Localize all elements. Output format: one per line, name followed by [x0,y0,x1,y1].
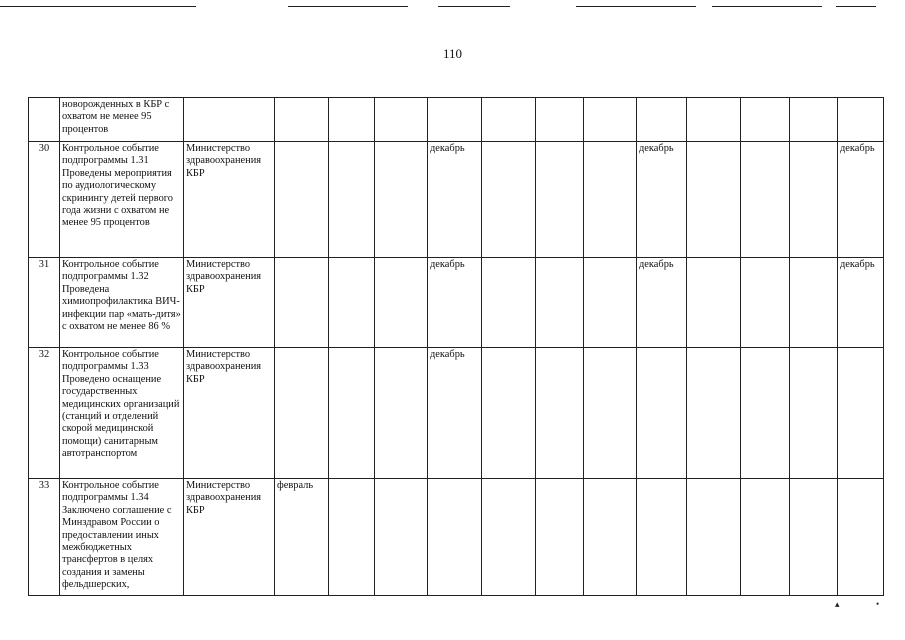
deadline-cell [584,348,637,479]
schedule-table [28,97,884,596]
deadline-cell [375,98,428,142]
top-rule [0,6,196,7]
scan-mark: • [876,599,880,609]
deadline-cell [790,142,838,258]
deadline-cell [275,258,329,348]
row-number: 33 [29,479,60,596]
table-row [29,142,884,258]
deadline-cell: февраль [275,479,329,596]
table-row [29,348,884,479]
deadline-cell [584,142,637,258]
row-number: 32 [29,348,60,479]
deadline-cell [637,98,687,142]
deadline-cell [790,479,838,596]
deadline-cell: декабрь [428,142,482,258]
scan-mark: ▴ [835,599,840,609]
deadline-cell [584,479,637,596]
deadline-cell [482,98,536,142]
deadline-cell [428,98,482,142]
deadline-cell [838,479,884,596]
deadline-cell [536,479,584,596]
deadline-cell [838,98,884,142]
deadline-cell [482,258,536,348]
top-rule [576,6,696,7]
event-description: Контрольное событие подпрограммы 1.32 Проведена химиопрофилактика ВИЧ-инфекции пар «мать-дитя» с охватом не менее 86 % [60,258,184,348]
responsible-executor: Министерство здравоохранения КБР [184,479,275,596]
top-rule [288,6,408,7]
deadline-cell: декабрь [428,348,482,479]
deadline-cell [375,142,428,258]
deadline-cell [428,479,482,596]
deadline-cell [687,479,741,596]
deadline-cell [536,348,584,479]
deadline-cell [637,479,687,596]
deadline-cell [482,348,536,479]
deadline-cell [637,348,687,479]
deadline-cell [536,142,584,258]
event-description: новорожденных в КБР с охватом не менее 95 процентов [60,98,184,142]
deadline-cell: декабрь [428,258,482,348]
deadline-cell [741,258,790,348]
deadline-cell [329,348,375,479]
top-rule [712,6,822,7]
deadline-cell [741,98,790,142]
deadline-cell [687,98,741,142]
row-number: 31 [29,258,60,348]
deadline-cell [536,98,584,142]
deadline-cell [329,142,375,258]
deadline-cell: декабрь [637,258,687,348]
responsible-executor: Министерство здравоохранения КБР [184,142,275,258]
deadline-cell [329,98,375,142]
deadline-cell [329,258,375,348]
deadline-cell [741,479,790,596]
table-row [29,98,884,142]
responsible-executor [184,98,275,142]
deadline-cell [790,98,838,142]
deadline-cell [482,142,536,258]
top-rule [438,6,510,7]
deadline-cell [536,258,584,348]
deadline-cell: декабрь [637,142,687,258]
event-description: Контрольное событие подпрограммы 1.33 Проведено оснащение государственных медицинских организаций (станций и отделений скорой медицинской помощи) санитарным автотранспортом [60,348,184,479]
event-description: Контрольное событие подпрограммы 1.34 Заключено соглашение с Минздравом России о предоставлении иных межбюджетных трансфертов в целях создания и замены фельдшерских, [60,479,184,596]
deadline-cell [790,258,838,348]
deadline-cell [584,258,637,348]
deadline-cell [790,348,838,479]
deadline-cell [375,479,428,596]
deadline-cell [584,98,637,142]
deadline-cell [687,348,741,479]
event-description: Контрольное событие подпрограммы 1.31 Проведены мероприятия по аудиологическому скринингу детей первого года жизни с охватом не менее 95 процентов [60,142,184,258]
page-number: 110 [442,46,463,61]
table-row [29,258,884,348]
deadline-cell [275,348,329,479]
deadline-cell [741,348,790,479]
responsible-executor: Министерство здравоохранения КБР [184,258,275,348]
deadline-cell [375,258,428,348]
deadline-cell [375,348,428,479]
deadline-cell [838,348,884,479]
top-rule [836,6,876,7]
table-row [29,479,884,596]
row-number: 30 [29,142,60,258]
responsible-executor: Министерство здравоохранения КБР [184,348,275,479]
row-number [29,98,60,142]
deadline-cell [275,142,329,258]
deadline-cell [329,479,375,596]
deadline-cell [687,142,741,258]
deadline-cell [482,479,536,596]
deadline-cell [275,98,329,142]
deadline-cell: декабрь [838,258,884,348]
deadline-cell [687,258,741,348]
deadline-cell [741,142,790,258]
deadline-cell: декабрь [838,142,884,258]
